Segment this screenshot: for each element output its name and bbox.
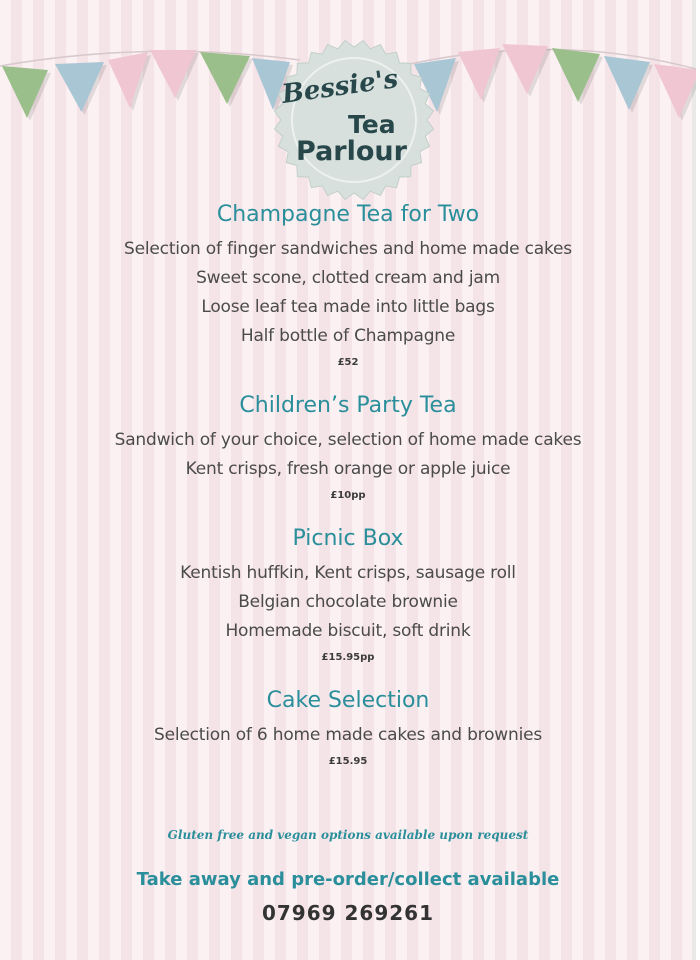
takeaway-notice: Take away and pre-order/collect available xyxy=(136,869,560,890)
menu-item: Sandwich of your choice, selection of home made cakes xyxy=(114,430,582,450)
menu-item: Belgian chocolate brownie xyxy=(238,592,458,612)
menu-item: Kent crisps, fresh orange or apple juice xyxy=(185,459,511,479)
menu-section-champagne-tea xyxy=(0,198,696,373)
menu-item: Sweet scone, clotted cream and jam xyxy=(196,268,500,288)
phone-number: 07969 269261 xyxy=(261,901,435,925)
section-price: £52 xyxy=(337,357,359,368)
section-title: Children’s Party Tea xyxy=(239,393,457,418)
menu-item: Homemade biscuit, soft drink xyxy=(225,621,471,641)
menu-item: Selection of finger sandwiches and home made cakes xyxy=(124,239,572,259)
menu-item: Selection of 6 home made cakes and brownies xyxy=(153,725,543,745)
menu-section-cake-selection xyxy=(0,684,696,772)
section-title: Cake Selection xyxy=(266,688,430,713)
dietary-note: Gluten free and vegan options available upon request xyxy=(167,828,529,842)
menu-item: Kentish huffkin, Kent crisps, sausage roll xyxy=(180,563,516,583)
menu-section-childrens-party-tea xyxy=(0,389,696,506)
section-title: Champagne Tea for Two xyxy=(216,202,480,227)
menu-section-picnic-box xyxy=(0,522,696,668)
bunting-flag xyxy=(654,64,696,118)
logo-parlour-text: Parlour xyxy=(296,136,407,167)
logo-script-text: Bessie's xyxy=(280,64,400,110)
menu-item: Half bottle of Champagne xyxy=(240,326,456,346)
section-price: £15.95pp xyxy=(321,652,375,663)
section-price: £15.95 xyxy=(328,756,368,767)
menu-sections xyxy=(0,198,696,788)
logo-tea-text: Tea xyxy=(348,110,396,139)
section-price: £10pp xyxy=(330,490,366,501)
section-title: Picnic Box xyxy=(292,526,404,551)
menu-item: Loose leaf tea made into little bags xyxy=(201,297,495,317)
logo-badge xyxy=(270,36,438,204)
